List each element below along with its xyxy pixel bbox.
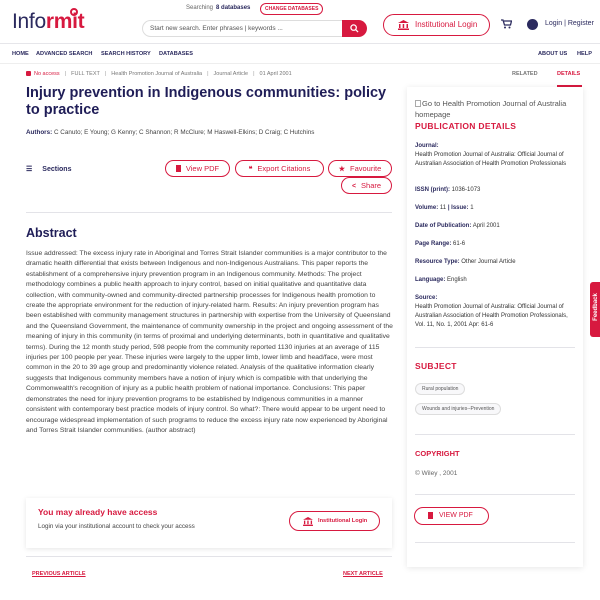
main-nav <box>0 45 600 64</box>
journal-homepage-link[interactable] <box>415 98 575 120</box>
date-label: Date of Publication: <box>415 223 472 229</box>
issn-field <box>415 186 579 195</box>
subject-chip[interactable]: Wounds and injuries--Prevention <box>415 403 501 415</box>
nav-search-history[interactable]: SEARCH HISTORY <box>101 51 151 57</box>
nav-advanced-search[interactable]: ADVANCED SEARCH <box>36 51 93 57</box>
divider <box>415 494 575 495</box>
feedback-label: Feedback <box>593 293 599 321</box>
nav-help[interactable]: HELP <box>577 51 592 57</box>
source-label: Source: <box>415 295 438 301</box>
file-icon <box>428 512 433 519</box>
journal-image-alt: Go to Health Promotion Journal of Australia homepage <box>415 99 567 119</box>
list-icon: ☰ <box>26 166 33 173</box>
nav-databases[interactable]: DATABASES <box>159 51 193 57</box>
access-login-label: Institutional Login <box>318 518 368 524</box>
search-button[interactable] <box>342 20 367 37</box>
publication-details-heading: PUBLICATION DETAILS <box>415 121 517 131</box>
divider <box>415 434 575 435</box>
institutional-login-label: Institutional Login <box>415 20 478 29</box>
access-institutional-login-button[interactable] <box>289 511 380 531</box>
change-databases-button[interactable]: CHANGE DATABASES <box>260 3 323 15</box>
copyright-heading: COPYRIGHT <box>415 449 460 458</box>
databases-count: 8 databases <box>216 5 251 11</box>
page-range-value: 61-6 <box>453 241 466 247</box>
article-title: Injury prevention in Indigenous communities: policy to practice <box>26 85 387 118</box>
export-citations-label: Export Citations <box>257 164 311 173</box>
previous-article-link[interactable]: PREVIOUS ARTICLE <box>32 571 86 577</box>
logo-text-brand: rmit <box>45 10 85 33</box>
subject-chip[interactable]: Rural population <box>415 383 465 395</box>
logo-ring-icon <box>70 8 78 16</box>
authors-list[interactable]: C Canuto; E Young; G Kenny; C Shannon; R McClure; M Haswell-Elkins; D Craig; C Hutchins <box>53 129 315 136</box>
file-icon <box>176 165 181 172</box>
view-pdf-button[interactable] <box>165 160 230 177</box>
tab-related[interactable]: RELATED <box>512 71 538 77</box>
star-icon: ★ <box>338 166 345 173</box>
cart-icon[interactable] <box>501 19 512 29</box>
page-range-field <box>415 240 579 249</box>
authors-label: Authors: <box>26 129 53 136</box>
meta-full-text: FULL TEXT <box>71 71 100 77</box>
divider <box>26 212 392 213</box>
meta-journal[interactable]: Health Promotion Journal of Australia <box>111 71 203 77</box>
site-header <box>0 0 600 44</box>
access-card <box>26 498 392 548</box>
export-citations-button[interactable] <box>235 160 324 177</box>
volume-label: Volume: <box>415 205 439 211</box>
journal-value[interactable]: Health Promotion Journal of Australia: Official Journal of Australian Association of Health Promotion Professionals <box>415 152 567 167</box>
article-meta: No access | FULL TEXT | Health Promotion Journal of Australia | Journal Article | 01 April 2001 <box>26 71 292 77</box>
share-button[interactable] <box>341 177 392 194</box>
access-text: Login via your institutional account to check your access <box>38 523 195 530</box>
share-label: Share <box>361 181 382 190</box>
article-authors <box>26 129 314 136</box>
date-value: April 2001 <box>472 223 500 229</box>
resource-type-field <box>415 258 579 267</box>
journal-label: Journal: <box>415 143 439 149</box>
sidebar-view-pdf-button[interactable] <box>414 507 489 525</box>
divider <box>26 556 392 557</box>
access-status: No access <box>34 71 60 77</box>
share-icon: < <box>351 183 357 190</box>
sidebar-view-pdf-label: VIEW PDF <box>439 512 473 519</box>
nav-about-us[interactable]: ABOUT US <box>538 51 568 57</box>
language-value: English <box>447 277 467 283</box>
bank-icon <box>303 517 313 526</box>
issue-value: 1 <box>470 205 474 211</box>
language-field <box>415 276 579 285</box>
source-field <box>415 294 579 330</box>
next-article-link[interactable]: NEXT ARTICLE <box>343 571 383 577</box>
date-field <box>415 222 579 231</box>
view-pdf-label: View PDF <box>185 164 220 173</box>
favourite-label: Favourite <box>350 164 382 173</box>
subject-heading: SUBJECT <box>415 361 457 371</box>
quote-icon: ❝ <box>248 166 253 173</box>
lock-icon <box>26 71 31 76</box>
tab-details[interactable]: DETAILS <box>557 71 581 77</box>
abstract-heading: Abstract <box>26 226 77 240</box>
access-heading: You may already have access <box>38 507 158 517</box>
logo-text-plain: Info <box>12 10 46 33</box>
journal-field <box>415 142 579 169</box>
meta-date: 01 April 2001 <box>259 71 292 77</box>
resource-type-value: Other Journal Article <box>461 259 516 265</box>
source-value: Health Promotion Journal of Australia: Official Journal of Australian Association of Health Promotion Professionals, Vol. 11, No. 1, 2001 Apr: 61-6 <box>415 304 568 328</box>
volume-value: 11 <box>439 205 447 211</box>
details-panel <box>407 87 583 567</box>
meta-type: Journal Article <box>213 71 249 77</box>
feedback-tab[interactable] <box>590 282 600 337</box>
user-account-icon[interactable] <box>527 19 538 30</box>
sections-label: Sections <box>42 166 72 173</box>
searching-label: Searching <box>186 5 214 11</box>
issn-value: 1036-1073 <box>451 187 481 193</box>
divider <box>415 542 575 543</box>
abstract-text: Issue addressed: The excess injury rate in Aboriginal and Torres Strait Islander communities is a major contributor to the dramatic health differential that exists between Indigenous and non-Indigenous Australians. This paper reports the establishment of a comprehensive injury prevention program in an Indigenous community. Methods: The project methodology combines a public health approach to injury control, based on initial qualitative and quantitative data collection, with community-owned and community-directed partnership processes for Indigenous health promotion to create the appropriate environment for the reduction of injury-related harm. Results: An injury prevention program has been established with community management structures in partnership with expertise from the University of Queensland and the Queensland Government, the maintenance of community ownership in the project and ongoing assessment of the meaning of injury in this community (in terms of proximal and underlying determinants, both in quantitative and qualitative terms). During the 12 month study period, 598 people from the community reported 1130 injuries at an average of 115 injuries per 100 people per year. These injuries were largely to the upper limb, lower limb and head/face, were most common in the 20 to 39 age group and predominantly violence related. Analysis of the qualitative information clearly suggests that Indigenous community members have a notion of injury which is compatible with that underlying the Commonwealth's recognition of injury as a public health problem of national importance. Conclusions: This paper demonstrates the need for injury prevention programs to be established by Indigenous communities in a manner consistent with contemporary best practice models of injury control. So what?: There would appear to be urgent need to encourage widespread implementation of such programs to reduce the excess injury rate now experienced by Aboriginal and Torres Strait Islander communities. (author abstract) <box>26 250 393 434</box>
searching-info <box>186 5 250 11</box>
divider <box>415 347 575 348</box>
copyright-value: © Wiley , 2001 <box>415 470 458 477</box>
nav-home[interactable]: HOME <box>12 51 29 57</box>
search-icon <box>350 24 359 33</box>
broken-image-icon <box>415 100 421 107</box>
search-input[interactable]: Start new search. Enter phrases | keywords ... <box>142 20 342 37</box>
favourite-button[interactable] <box>328 160 392 177</box>
institutional-login-button[interactable] <box>383 14 490 36</box>
issn-label: ISSN (print): <box>415 187 450 193</box>
sections-toggle[interactable] <box>26 165 71 173</box>
page-range-label: Page Range: <box>415 241 452 247</box>
volume-field: Volume: 11 | Issue: 1 <box>415 205 474 211</box>
login-register-link[interactable]: Login | Register <box>545 20 594 27</box>
issue-label: Issue: <box>451 205 469 211</box>
resource-type-label: Resource Type: <box>415 259 460 265</box>
bank-icon <box>398 20 409 30</box>
language-label: Language: <box>415 277 446 283</box>
